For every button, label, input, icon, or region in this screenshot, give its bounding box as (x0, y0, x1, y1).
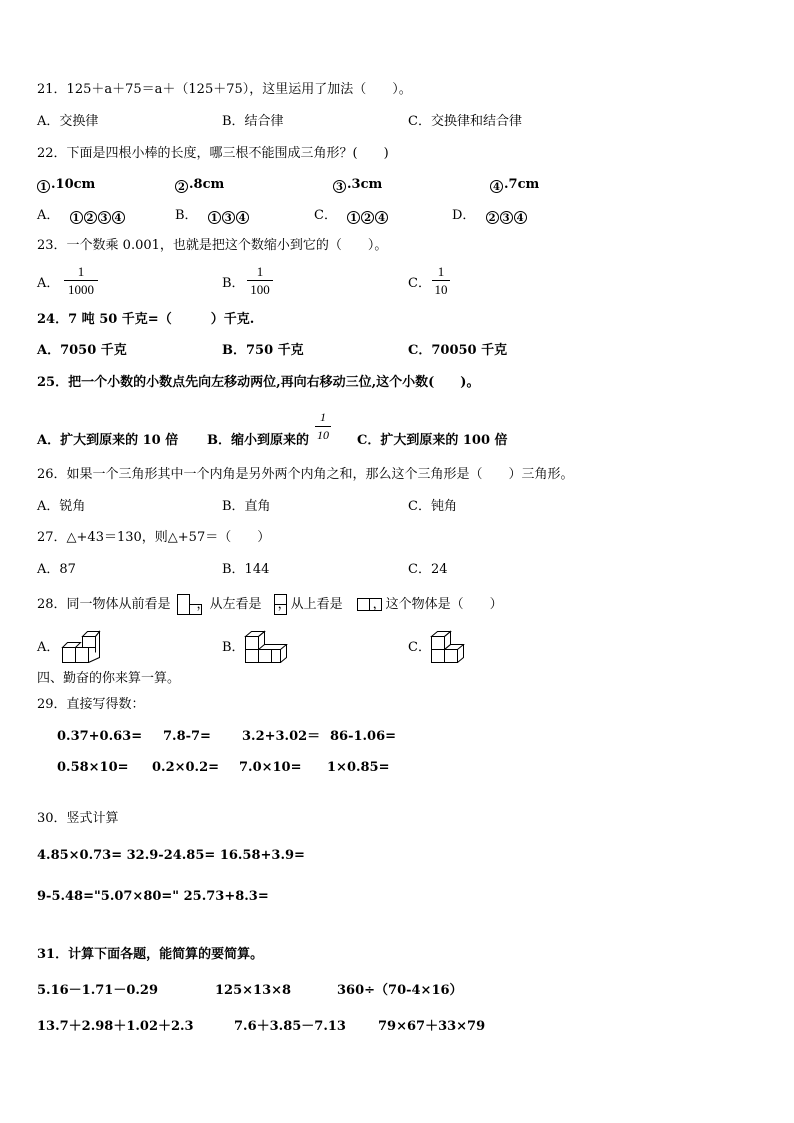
q30-line-1: 4.85×0.73= 32.9-24.85= 16.58+3.9= (37, 848, 305, 863)
q23-option-b-letter: B． (222, 276, 245, 291)
fraction-numerator: 1 (320, 410, 326, 424)
q30-stem: 30．竖式计算 (37, 811, 119, 826)
q24-option-a: A．7050 千克 (37, 343, 127, 358)
circled-number: 1 (347, 211, 360, 224)
circled-number: 3 (500, 211, 513, 224)
q24-option-b: B．750 千克 (222, 343, 304, 358)
q23-option-b-fraction (247, 264, 273, 297)
q25-option-b-fraction (315, 410, 331, 443)
option-letter: C． (314, 208, 337, 223)
q28-stem-part: ，这个物体是（ ） (372, 597, 503, 612)
q28-stem-part: ，从左看是 (196, 597, 262, 612)
fraction-denominator: 100 (250, 282, 270, 297)
q26-option-c: C．钝角 (408, 499, 457, 514)
circled-number: 3 (222, 211, 235, 224)
fraction-numerator: 1 (256, 264, 264, 279)
q22-option-d (452, 208, 528, 224)
q28-option-a-letter: A． (37, 640, 60, 655)
q24-stem: 24．7 吨 50 千克=（ ）千克. (37, 312, 255, 327)
circled-number: 3 (333, 180, 346, 193)
q27-option-b: B．144 (222, 562, 270, 577)
stick-length: .8cm (189, 177, 225, 192)
q26-option-b: B．直角 (222, 499, 271, 514)
q26-stem: 26．如果一个三角形其中一个内角是另外两个内角之和，那么这个三角形是（ ）三角形。 (37, 467, 574, 482)
q27-stem: 27．△+43＝130，则△+57＝（ ） (37, 530, 271, 545)
q29-item: 0.37+0.63= (57, 729, 143, 744)
q29-item: 0.58×10= (57, 760, 129, 775)
q21-option-a: A．交换律 (37, 114, 99, 129)
fraction-numerator: 1 (77, 264, 85, 279)
stick-length: .7cm (504, 177, 540, 192)
q29-item: 86-1.06= (330, 729, 397, 744)
q22-stick-3 (333, 177, 382, 193)
fraction-denominator: 10 (434, 282, 448, 297)
q31-item: 360÷（70-4×16） (337, 983, 463, 998)
q28-option-b-letter: B． (222, 640, 245, 655)
stick-length: .3cm (347, 177, 383, 192)
fraction-denominator: 10 (317, 428, 329, 442)
q23-option-a-letter: A． (37, 276, 60, 291)
q27-option-c: C．24 (408, 562, 448, 577)
q21-option-b: B．结合律 (222, 114, 284, 129)
q22-option-c (314, 208, 389, 224)
q31-item: 5.16－1.71－0.29 (37, 983, 158, 998)
q29-item: 1×0.85= (327, 760, 390, 775)
q31-item: 7.6＋3.85－7.13 (234, 1019, 346, 1034)
circled-number: 1 (37, 180, 50, 193)
q29-item: 3.2+3.02＝ (242, 729, 321, 744)
front-view-figure (177, 594, 205, 616)
fraction-denominator: 1000 (68, 282, 94, 297)
q22-option-b (175, 208, 250, 224)
left-view-figure (274, 594, 290, 616)
q22-stem: 22．下面是四根小棒的长度，哪三根不能围成三角形？( ) (37, 146, 389, 161)
q31-item: 79×67＋33×79 (378, 1019, 486, 1034)
q23-option-a-fraction (64, 264, 98, 297)
q31-item: 125×13×8 (215, 983, 292, 998)
circled-number: 2 (175, 180, 188, 193)
q25-option-b: B．缩小到原来的 (207, 433, 309, 448)
q28-option-b-cubes (245, 630, 289, 666)
option-letter: D． (452, 208, 476, 223)
q31-stem: 31．计算下面各题，能简算的要简算。 (37, 947, 264, 962)
q28-option-a-cubes (62, 630, 100, 666)
q22-option-a (37, 208, 126, 224)
q22-stick-4 (490, 177, 539, 193)
q27-option-a: A．87 (37, 562, 76, 577)
q28-stem-part: ，从上看是 (277, 597, 343, 612)
q31-item: 13.7＋2.98＋1.02＋2.3 (37, 1019, 194, 1034)
q29-item: 0.2×0.2= (152, 760, 220, 775)
circled-number: 4 (112, 211, 125, 224)
q23-stem: 23．一个数乘 0.001，也就是把这个数缩小到它的（ ）。 (37, 238, 388, 253)
q26-option-a: A．锐角 (37, 499, 86, 514)
q21-stem: 21．125＋a＋75＝a＋（125＋75），这里运用了加法（ ）。 (37, 82, 412, 97)
q30-line-2: 9-5.48="5.07×80=" 25.73+8.3= (37, 889, 269, 904)
circled-number: 4 (514, 211, 527, 224)
q29-stem: 29．直接写得数： (37, 697, 145, 712)
fraction-numerator: 1 (437, 264, 445, 279)
q29-item: 7.8-7= (163, 729, 211, 744)
q29-item: 7.0×10= (239, 760, 302, 775)
q25-stem: 25．把一个小数的小数点先向左移动两位,再向右移动三位,这个小数( )。 (37, 375, 480, 390)
option-letter: A． (37, 208, 60, 223)
circled-number: 2 (361, 211, 374, 224)
q21-option-c: C．交换律和结合律 (408, 114, 522, 129)
circled-number: 2 (84, 211, 97, 224)
circled-number: 4 (236, 211, 249, 224)
top-view-figure (357, 598, 385, 612)
circled-number: 3 (98, 211, 111, 224)
q25-option-c: C．扩大到原来的 100 倍 (357, 433, 508, 448)
q28-option-c-cubes (431, 630, 467, 666)
stick-length: .10cm (51, 177, 96, 192)
circled-number: 1 (208, 211, 221, 224)
circled-number: 1 (70, 211, 83, 224)
q25-option-a: A．扩大到原来的 10 倍 (37, 433, 179, 448)
circled-number: 4 (375, 211, 388, 224)
q24-option-c: C．70050 千克 (408, 343, 508, 358)
q22-stick-2 (175, 177, 224, 193)
q22-stick-1 (37, 177, 95, 193)
option-letter: B． (175, 208, 198, 223)
q28-option-c-letter: C． (408, 640, 431, 655)
circled-number: 2 (486, 211, 499, 224)
q28-stem-part: 28．同一物体从前看是 (37, 597, 171, 612)
q28-stem (37, 597, 503, 613)
q23-option-c-fraction (432, 264, 450, 297)
q23-option-c-letter: C． (408, 276, 431, 291)
circled-number: 4 (490, 180, 503, 193)
section-4-title: 四、勤奋的你来算一算。 (37, 671, 181, 686)
